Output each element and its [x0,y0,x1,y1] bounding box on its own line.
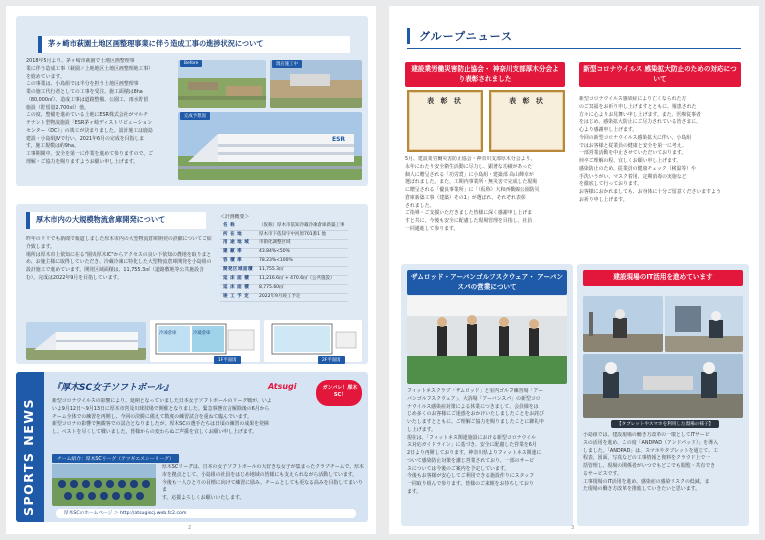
floor-label-2f: 2F平面図 [318,356,345,364]
spec-row: 延 床 面 積 8,775.60㎡ [220,284,348,293]
page-number-left: 2 [188,525,192,531]
zamrod-photo [407,296,567,384]
photo-rendering-label: 完成予想図 [180,112,210,120]
team-homepage-link[interactable]: 厚木SCのホームページ ＞ http://atsugiscj.web.fc2.com [56,509,356,518]
it-photo-caption: 【タブレットやスマホを利用した現場の様子】 [611,420,719,428]
esr-sign: ESR [332,136,346,143]
photo-rendering [178,112,362,180]
left-page [6,6,376,534]
it-photo-2 [665,296,743,352]
cheer-text: ガンバレ！厚木SC！ [322,385,358,398]
team-photo [52,464,156,506]
atsugi-logo: Atsugi [268,382,297,391]
group-news-title: グループニュース [407,28,513,44]
group-news-rule [407,48,741,49]
it-photo-3 [583,354,743,418]
plan-heading: ＜計画概要＞ [220,214,250,220]
spec-row: 名 称 （仮称）厚木市依知冷蔵冷凍倉庫新築工事 [220,222,348,230]
news-covid-body: 新型コロナウイルス感染症により亡くなられた方 のご冥福をお祈り申し上げますとともに、罹患された 方々に心よりお見舞い申し上げます。また、医療従事者 をはじめ、感染拡大防止にご尽力されている皆さまに、 心より感謝申し上げます。 今回の新型コロナウイルス感染拡大に伴い、小島組 ではお客様と従業員の健康と安全を第一に考え、 一部営業活動を中止させていただいております。 何卒ご理解の程、宜しくお願い申し上げます。 感染防止のため、従業員の健康チェック（検温等）や 手洗いうがい、マスク着用、定期消毒の実施など を徹底して行っております。 お客様におかれましても、お身体に十分ご留意くださいますよう お祈り申し上げます。 [579,96,721,203]
it-photo-1 [583,296,663,352]
spec-row: 建 蔽 率 43.84%<50% [220,248,348,257]
floor-plan-2f [264,320,362,362]
spec-row: 用 途 地 域 市街化調整区域 [220,239,348,248]
floor-plan-1f [150,320,260,362]
certificate-left: 表 彰 状 [407,90,483,152]
news-it-body: 小島組では、建設現場の働き方改革の一環としてITサービ スの活用を進め、この度「ANDPAD（アンドパッド）」を導入 しました。「ANDPAD」は、スマホやタブレットを通じて、工 程表、図面、写真などの工事情報と資料をクラウド上で一 括管理し、現場の関係者がいつでもどこでも閲覧・共有でき るサービスです。 工事現場のIT活用を進め、感染症の感染リスクの低減、ま た現場の働き方改革を推進していきたいと思います。 [583,432,719,493]
spec-row: 竣 工 予 定 2022年9月竣工予定 [220,293,348,302]
spec-row: 延 床 面 積 11,216.6㎡ + 470.6㎡（公共施設） [220,275,348,284]
spec-row: 所 在 地 厚木市下依知字中河原701番1 他 [220,230,348,239]
photo-before-label: Before [180,60,202,67]
plan-spec-table [220,222,348,302]
sports-news-label: SPORTS NEWS [21,397,36,516]
floor-label-freezer: 冷凍倉庫 [159,331,177,336]
section-atsugi-warehouse-body: 昨年のリリでも新聞で報道しました厚木市内の大型物流倉庫開発の詳細についてご紹介致します。 場所は厚木市上依知に在る"圏央厚木IC"からアクセスの良い下依知の農地を取りまとめ、お施主様に取得していただき、冷蔵冷凍に特化した大型物流倉庫開発を小島組の設計施工で進めています。開発区域面積は、11,755.3㎡（道路敷地等公共施設含む）。完成は2022年9月を目指しています。 [26,236,212,281]
team-label: チーム紹介：厚木SCリーグ（アツギエスシーリーグ） [52,454,179,463]
section-atsugi-warehouse-title: 厚木市内の大規模物流倉庫開発について [26,212,206,229]
news-award-body: 5月、建設業労働災害防止協会・神奈川支部厚木分会より、 永年にわたり安全衛生活動に尽力し、顕著な功績があった 個人に贈呈される「功労賞」に小島組・建築部 高山輝幸が 選ばれました。また、工期内事業所・無災害で完成した現場 に贈呈される「優良事業所」に「（仮称）大和西橋線公園防災 倉庫新築工事（建築）その1」が選ばれ、それぞれ表彰 されました。 ご指導・ご支援いただきました皆様に深く感謝申し上げま すと共に、今後も安全に配慮した現場管理を目指し、社員 一同邁進して参ります。 [405,156,540,232]
news-zamrod-body: フィットネスクラブ「ザムロッド」と室内ゴルフ練習場「アー バンゴルフスクウェア」、大浴場「アーバンスパ」の新型コロ ナウイルス感染症対策による休業につきまして、会員様をは じめ多くのお客様にご迷惑をおかけいたしましたことをお詫び いたしますとともに、ご理解ご協力を賜りましたことに御礼申 し上げます。 現在は、「フィットネス関連施設における新型コロナウイル ス対応ガイドライン」に基づき、安全に配慮した営業を6月 2日より再開しております。神奈川県よりフィットネス関連に ついて感染防止対策を講じ営業されており、一部のサービ スについては今後のご案内を予定しています。 今後もお客様が安心してご利用できる施設作りにスタッフ 一同取り組んで参ります。皆様のご来館をお待ちしており ます。 [407,388,544,495]
sports-news-sidebar [16,372,44,522]
spec-row: 容 積 率 78.23%<100% [220,257,348,266]
certificate-right: 表 彰 状 [489,90,565,152]
team-body: 厚木SCリーグは、日本の女子ソフトボールの大好きな女子が集まったクラブチームで、厚木 市を拠点として、小島組の社員をはじめ地域の皆様にも支えられながら活動しています。 今後も一人ひとりの目標に向けて練習に励み、チームとしても更なる高みを目指してまいりま す。応援よろしくお願いいたします。 [162,464,364,501]
photo-current-label: 現在施工中 [272,60,302,68]
photo-before [178,60,266,108]
section-hagizono-body: 2018年5月より、茅ヶ崎市萩園で土地区画整理事 業に伴う造成工事（萩園ノ上地地区土地区画整理地工事） を進めています。 この事業は、小島組では半分を担う土地区画整理事 業の施工代行者としての工事を受注。施工面積は8ha （80,000㎡）、造成工事は道路整備、公園工、雨水貯留 施設（貯留量2,700㎥）他。 この度、整備を進めている上地にESR株式会社がマルチ テナント型物流施設「ESR茅ヶ崎ディストリビューション センター（DC）」の竣工が決まりました。設計施工は鹿島 建設・小島組JVで行い、2021年6月の完成を目指しま す。施工規模は約9ha。 工事期間中、安全を第一に作業を進めて参りますので、ご 理解・ご協力を賜りますようお願い申し上げます。 [26,58,154,165]
news-award-title: 建設業労働災害防止協会・ 神奈川支部厚木分会より表彰されました [405,62,565,87]
warehouse-rendering [26,322,146,360]
right-page [389,6,759,534]
page-number-right: 3 [571,525,575,531]
floor-label-cold: 冷蔵倉庫 [193,331,211,336]
sports-news-panel [16,372,368,522]
news-covid-title: 新型コロナウイルス 感染拡大防止のための対応について [579,62,741,87]
sports-intro: 新型コロナウイルスの影響により、延期となっていました日本女子ソフトボールのリーグ戦が、いよ いよ9月12日〜9月13日に厚木市営及川球技場で開催となりました。緊急事態宣言解除後の6月から チーム全体での練習を再開し、今回の決勝に備えて数度の練習試合を重ねて臨んでいます。 新型コロナの影響で無観客での試合となりましたが、厚木SCの選手たちは日頃の練習の成果を発揮 し、ベストを尽くして戦いました。皆様からの変わらぬご声援を宜しくお願い申し上げます。 [52,398,272,435]
news-it-title: 建設現場のIT活用を進めています [583,270,743,286]
spec-row: 開発区域面積 11,755.3㎡ [220,266,348,275]
sports-title: 『厚木SC女子ソフトボール』 [52,383,173,393]
floor-label-1f: 1F平面図 [214,356,241,364]
section-hagizono-title: 茅ヶ崎市萩園土地区画整理事業に伴う造成工事の進捗状況について [38,36,350,53]
news-zamrod-title: ザムロッド・アーバンゴルフスクウェア・ アーバンスパの営業について [407,270,567,295]
